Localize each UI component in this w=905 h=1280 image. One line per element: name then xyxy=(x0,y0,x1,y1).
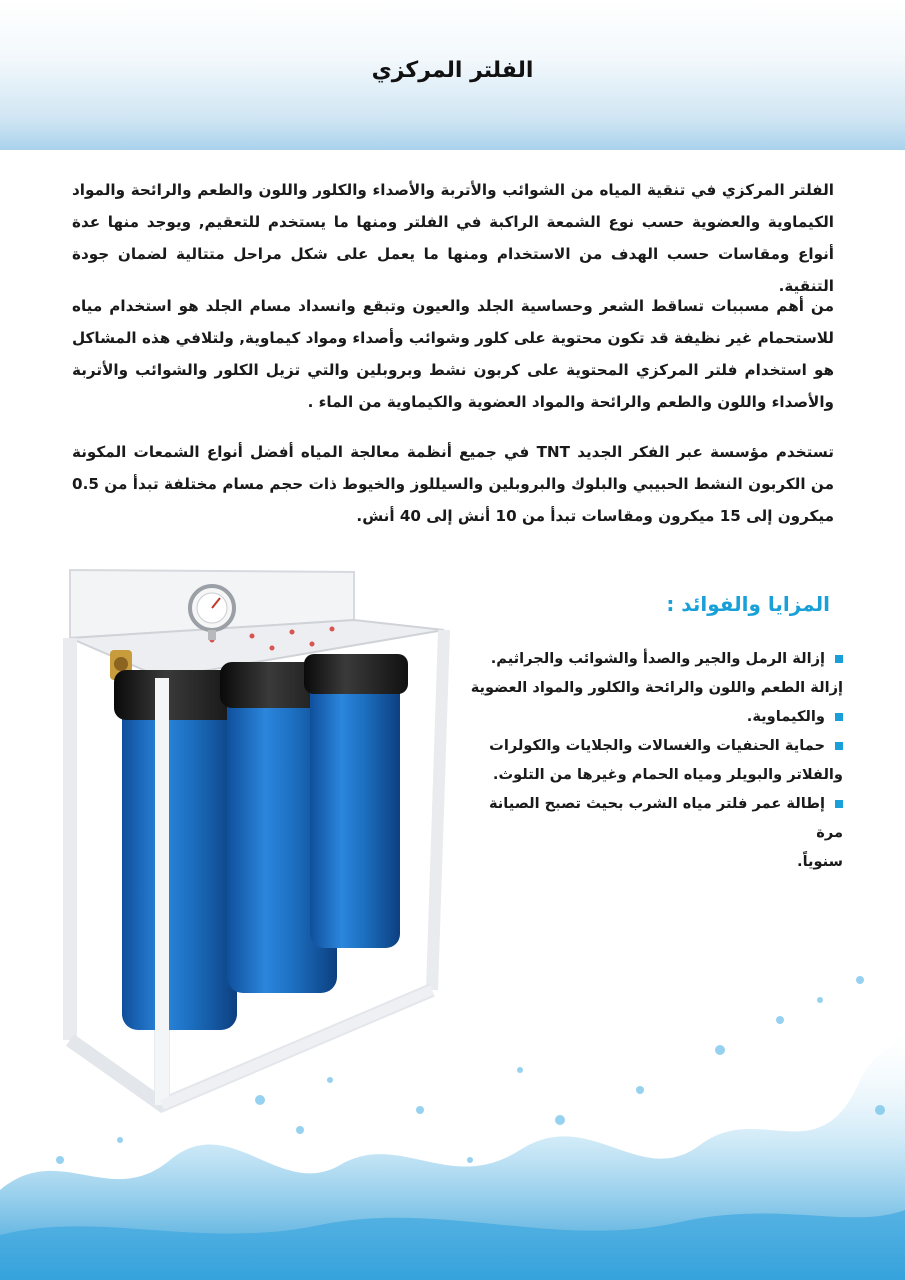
feature-item: إطالة عمر فلتر مياه الشرب بحيث تصبح الصيانة مرة xyxy=(488,795,843,841)
square-bullet-icon xyxy=(835,655,843,663)
square-bullet-icon xyxy=(835,800,843,808)
feature-item: والكيماوية. xyxy=(465,702,843,731)
problems-paragraph: من أهم مسببات تساقط الشعر وحساسية الجلد والعيون وتبقع وانسداد مسام الجلد هو استخدام مياه للاستحمام غير نظيفة قد تكون محتوية على كلور وشوائب وأصداء ومواد كيماوية, ولتلافي هذه المشاكل هو استخدام فلتر المركزي المحتوية على كربون نشط وبروبلين والتي تزيل الكلور والشوائب والأتربة والأصداء واللون والطعم والرائحة والمواد العضوية والكيماوية من الماء . xyxy=(72,297,834,411)
water-splash-decoration xyxy=(0,960,905,1280)
company-paragraph: تستخدم مؤسسة عبر الفكر الجديد TNT في جميع أنظمة معالجة المياه أفضل أنواع الشمعات المكونة من الكربون النشط الحبيبي والبلوك والبروبلين والسيللوز والخيوط ذات حجم مسام مختلفة تبدأ من 0.5 ميكرون إلى 15 ميكرون ومقاسات تبدأ من 10 أنش إلى 40 أنش. xyxy=(72,443,834,525)
feature-item: إزالة الرمل والجير والصدأ والشوائب والجراثيم. xyxy=(465,644,843,673)
square-bullet-icon xyxy=(835,713,843,721)
feature-item: سنوياً. xyxy=(797,853,843,870)
feature-item: حماية الحنفيات والغسالات والجلايات والكولرات xyxy=(465,731,843,760)
features-heading: المزايا والفوائد : xyxy=(666,592,830,616)
intro-paragraph: الفلتر المركزي في تنقية المياه من الشوائب والأتربة والأصداء والكلور واللون والطعم والرائحة والمواد الكيماوية والعضوية حسب نوع الشمعة الراكبة في الفلتر ومنها ما يستخدم للتعقيم, ويوجد منها عدة أنواع ومقاسات حسب الهدف من الاستخدام ومنها ما يعمل على شكل مراحل متتالية لضمان جودة التنقية. xyxy=(72,181,834,295)
features-list xyxy=(465,644,843,876)
feature-item: إزالة الطعم واللون والرائحة والكلور والمواد العضوية xyxy=(470,679,843,696)
square-bullet-icon xyxy=(835,742,843,750)
page-title: الفلتر المركزي xyxy=(371,58,534,83)
feature-item: والفلاتر والبويلر ومياه الحمام وغيرها من التلوث. xyxy=(492,766,843,783)
